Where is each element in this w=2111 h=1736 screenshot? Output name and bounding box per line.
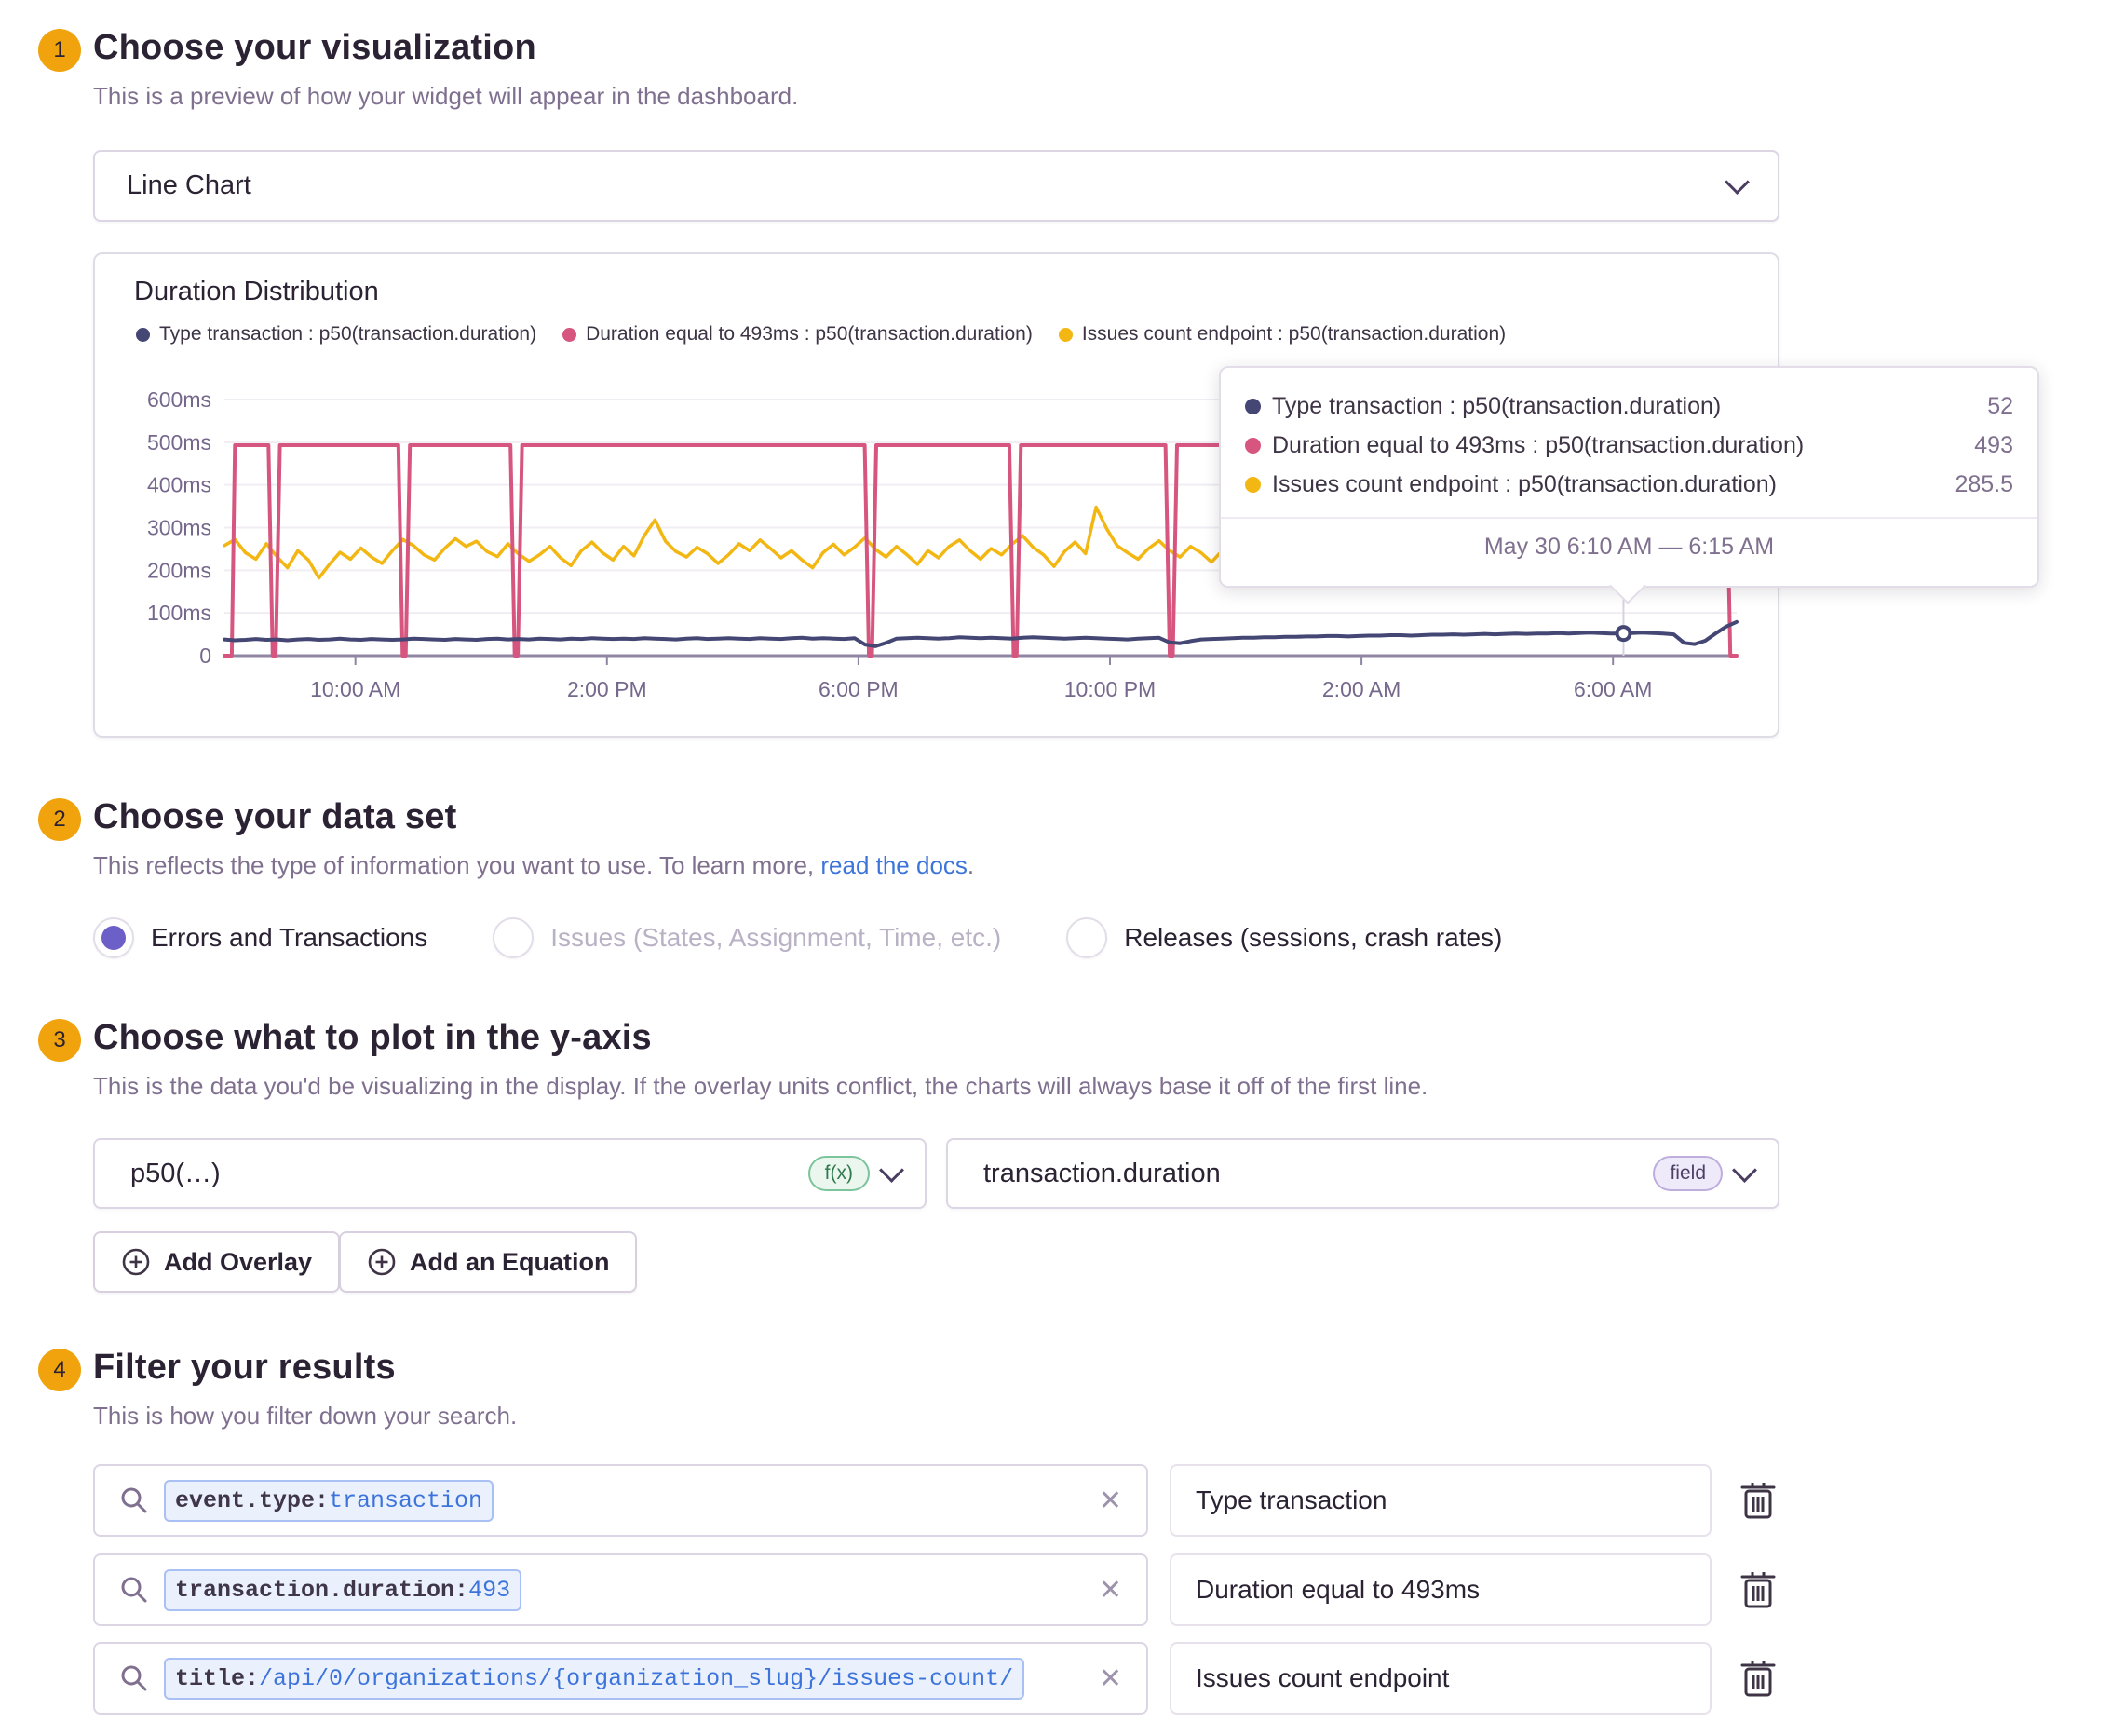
function-badge: f(x) [808,1156,870,1191]
legend-alias-input[interactable] [1170,1642,1712,1715]
section-visualization-title: Choose your visualization [93,28,536,67]
section-yaxis-title: Choose what to plot in the y-axis [93,1018,652,1057]
legend-label: Duration equal to 493ms : p50(transaction.duration) [586,323,1033,345]
dataset-subtitle-text: This reflects the type of information you want to use. To learn more, [93,851,821,879]
section-filters-subtitle: This is how you filter down your search. [93,1402,518,1430]
step-1-badge: 1 [38,29,81,72]
tooltip-row [1245,426,2013,465]
series-line [224,622,1737,646]
filter-search-input[interactable] [93,1553,1148,1626]
step-3-badge: 3 [38,1019,81,1062]
x-axis-tick-label: 10:00 AM [310,677,401,701]
legend-alias-value: Type transaction [1196,1485,1387,1514]
plus-circle-icon [121,1247,151,1277]
y-axis-tick-label: 600ms [146,387,211,412]
query-token-key: event.type: [175,1486,330,1514]
x-axis-tick-label: 10:00 PM [1063,677,1157,701]
chart-tooltip [1219,366,2039,588]
search-icon [119,1485,149,1515]
visualization-type-select[interactable] [93,150,1779,222]
radio-selected-dot [101,926,126,950]
legend-alias-input[interactable] [1170,1464,1712,1537]
field-select[interactable] [946,1138,1779,1209]
legend-label: Type transaction : p50(transaction.duration) [159,323,537,345]
add-overlay-button[interactable] [93,1231,340,1293]
chart-title: Duration Distribution [134,277,379,306]
dataset-options [93,911,1502,965]
query-token-value: /api/0/organizations/{organization_slug}/issues-count/ [259,1664,1014,1692]
y-axis-tick-label: 100ms [146,601,211,626]
search-icon [119,1575,149,1605]
tooltip-series-label: Duration equal to 493ms : p50(transaction.duration) [1272,431,1805,458]
delete-filter-icon[interactable] [1739,1480,1777,1521]
chevron-down-icon [1732,1158,1757,1183]
plus-circle-icon [367,1247,397,1277]
y-axis-tick-label: 0 [199,644,211,668]
x-axis-tick-label: 2:00 AM [1321,677,1401,701]
series-dot-icon [1245,438,1261,454]
legend-alias-value: Duration equal to 493ms [1196,1575,1481,1604]
tooltip-series-value: 52 [1987,392,2013,419]
tooltip-row [1245,465,2013,504]
filter-search-input[interactable] [93,1464,1148,1537]
chevron-down-icon [879,1158,904,1183]
aggregate-function-value: p50(…) [130,1158,221,1188]
section-dataset-subtitle [93,851,974,880]
aggregate-function-select[interactable] [93,1138,927,1209]
query-token-key: title: [175,1664,260,1692]
step-4-badge: 4 [38,1349,81,1391]
x-axis-tick-label: 2:00 PM [566,677,647,701]
y-axis-tick-label: 400ms [146,472,211,497]
query-token[interactable] [164,1658,1024,1700]
y-axis-tick-label: 200ms [146,558,211,583]
delete-filter-icon[interactable] [1739,1658,1777,1699]
query-token-key: transaction.duration: [175,1576,469,1604]
y-axis-tick-label: 300ms [146,515,211,540]
query-token[interactable] [164,1480,494,1522]
series-dot-icon [1245,399,1261,414]
step-2-badge: 2 [38,798,81,841]
radio-releases[interactable] [1066,917,1107,958]
query-token[interactable] [164,1569,521,1611]
search-icon [119,1663,149,1693]
clear-search-icon[interactable]: ✕ [1098,1574,1122,1606]
visualization-type-value: Line Chart [127,170,251,200]
y-axis-tick-label: 500ms [146,429,211,454]
chevron-down-icon [1725,170,1750,195]
clear-search-icon[interactable]: ✕ [1098,1662,1122,1694]
tooltip-row [1245,387,2013,426]
add-equation-label: Add an Equation [410,1247,610,1276]
tooltip-series-label: Issues count endpoint : p50(transaction.duration) [1272,470,1778,497]
read-the-docs-link[interactable]: read the docs [820,851,968,879]
tooltip-series-label: Type transaction : p50(transaction.duration) [1272,392,1722,419]
add-equation-button[interactable] [339,1231,637,1293]
delete-filter-icon[interactable] [1739,1569,1777,1610]
field-value: transaction.duration [983,1158,1221,1188]
radio-label-errors-transactions[interactable]: Errors and Transactions [151,923,428,952]
query-token-value: 493 [468,1576,511,1604]
tooltip-timestamp: May 30 6:10 AM — 6:15 AM [1483,534,1775,560]
legend-label: Issues count endpoint : p50(transaction.duration) [1081,323,1507,345]
tooltip-rows [1221,368,2037,513]
filter-search-input[interactable] [93,1642,1148,1715]
query-token-value: transaction [329,1486,483,1514]
field-badge: field [1653,1156,1723,1191]
tooltip-series-value: 285.5 [1955,470,2013,497]
radio-label-releases[interactable]: Releases (sessions, crash rates) [1124,923,1503,952]
series-dot-icon [1245,477,1261,493]
radio-errors-transactions[interactable] [93,917,134,958]
x-axis-tick-label: 6:00 PM [819,677,899,701]
section-dataset-title: Choose your data set [93,797,457,836]
add-overlay-label: Add Overlay [164,1247,313,1276]
radio-issues[interactable] [493,917,534,958]
section-visualization-subtitle: This is a preview of how your widget will appear in the dashboard. [93,82,799,110]
hover-point-marker [1617,627,1630,640]
section-filters-title: Filter your results [93,1348,396,1387]
dataset-subtitle-period: . [967,851,975,879]
section-yaxis-subtitle: This is the data you'd be visualizing in the display. If the overlay units conflict, the charts will always base it off of the first line. [93,1072,1428,1100]
tooltip-series-value: 493 [1974,431,2013,458]
clear-search-icon[interactable]: ✕ [1098,1485,1122,1516]
legend-alias-value: Issues count endpoint [1196,1663,1450,1692]
legend-alias-input[interactable] [1170,1553,1712,1626]
radio-label-issues: Issues (States, Assignment, Time, etc.) [550,923,1002,952]
x-axis-tick-label: 6:00 AM [1574,677,1653,701]
